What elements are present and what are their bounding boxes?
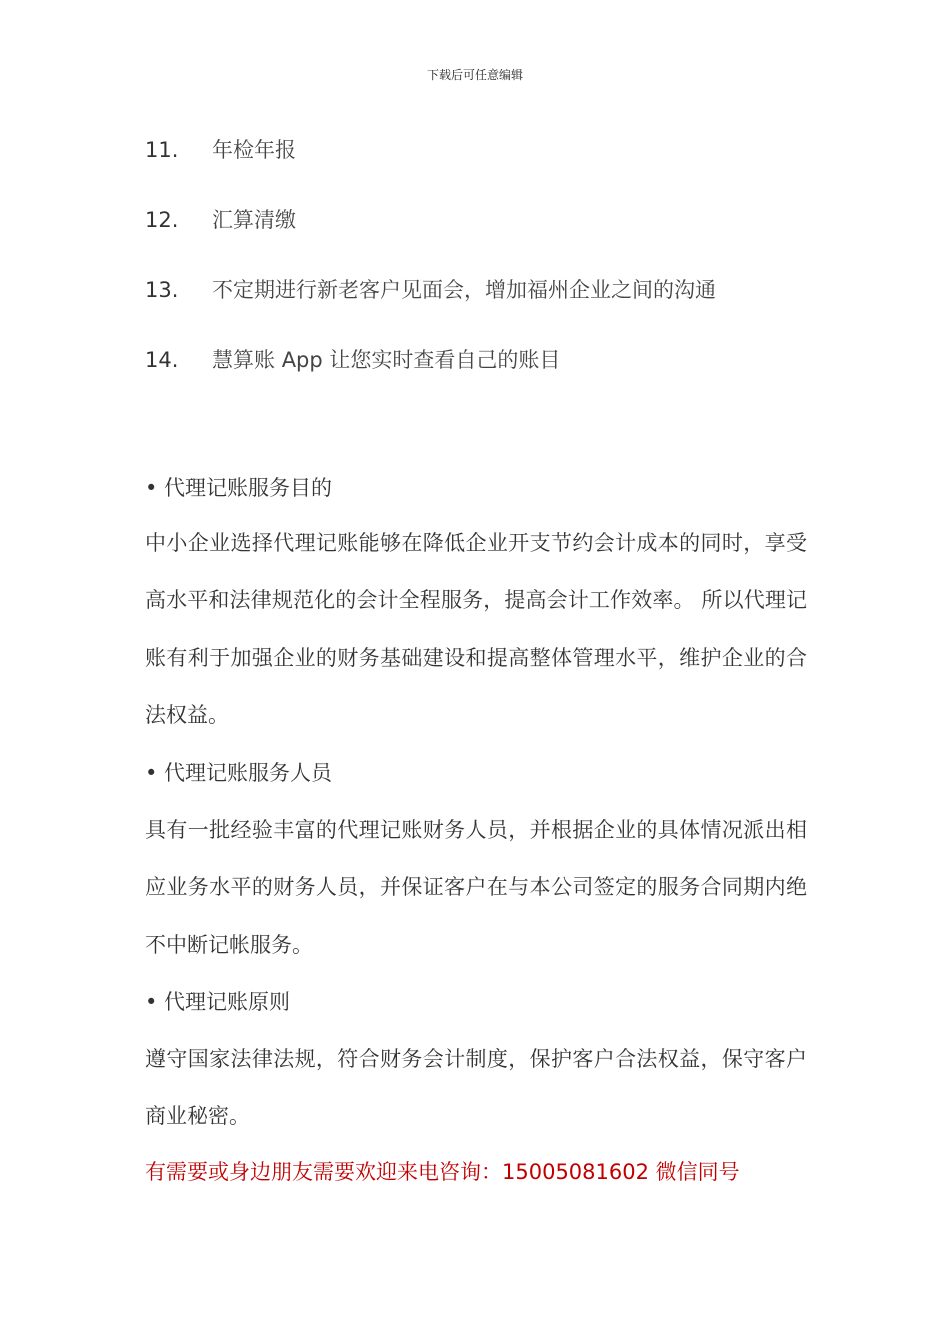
section-body-principles: 遵守国家法律法规，符合财务会计制度，保护客户合法权益，保守客户商业秘密。 xyxy=(145,1047,807,1129)
section-heading-purpose: • 代理记账服务目的 xyxy=(145,476,333,500)
contact-phone: 15005081602 xyxy=(502,1160,649,1184)
list-text-part: 让您实时查看自己的账目 xyxy=(329,348,561,372)
list-item xyxy=(145,275,716,305)
list-item xyxy=(145,205,296,235)
list-number: 14. xyxy=(145,348,179,372)
app-name: App xyxy=(281,348,323,372)
list-text: 汇算清缴 xyxy=(212,208,296,232)
list-item xyxy=(145,135,296,165)
contact-suffix: 微信同号 xyxy=(648,1160,740,1184)
list-text: 年检年报 xyxy=(212,138,296,162)
contact-line xyxy=(145,1157,740,1187)
list-text-part: 慧算账 xyxy=(212,348,275,372)
section-heading-principles: • 代理记账原则 xyxy=(145,990,291,1014)
page-header: 下载后可任意编辑 xyxy=(426,68,523,82)
list-text xyxy=(212,348,560,372)
list-item xyxy=(145,345,560,375)
section-heading-staff: • 代理记账服务人员 xyxy=(145,761,333,785)
contact-prefix: 有需要或身边朋友需要欢迎来电咨询： xyxy=(145,1160,502,1184)
section-body-staff: 具有一批经验丰富的代理记账财务人员，并根据企业的具体情况派出相应业务水平的财务人员，并保证客户在与本公司签定的服务合同期内绝不中断记帐服务。 xyxy=(145,818,807,957)
list-text: 不定期进行新老客户见面会，增加福州企业之间的沟通 xyxy=(212,278,716,302)
list-number: 13. xyxy=(145,278,179,302)
list-number: 11. xyxy=(145,138,179,162)
list-number: 12. xyxy=(145,208,179,232)
section-body-purpose: 中小企业选择代理记账能够在降低企业开支节约会计成本的同时，享受高水平和法律规范化的会计全程服务，提高会计工作效率。 所以代理记账有利于加强企业的财务基础建设和提高整体管理水平，维护企业的合法权益。 xyxy=(145,531,807,727)
